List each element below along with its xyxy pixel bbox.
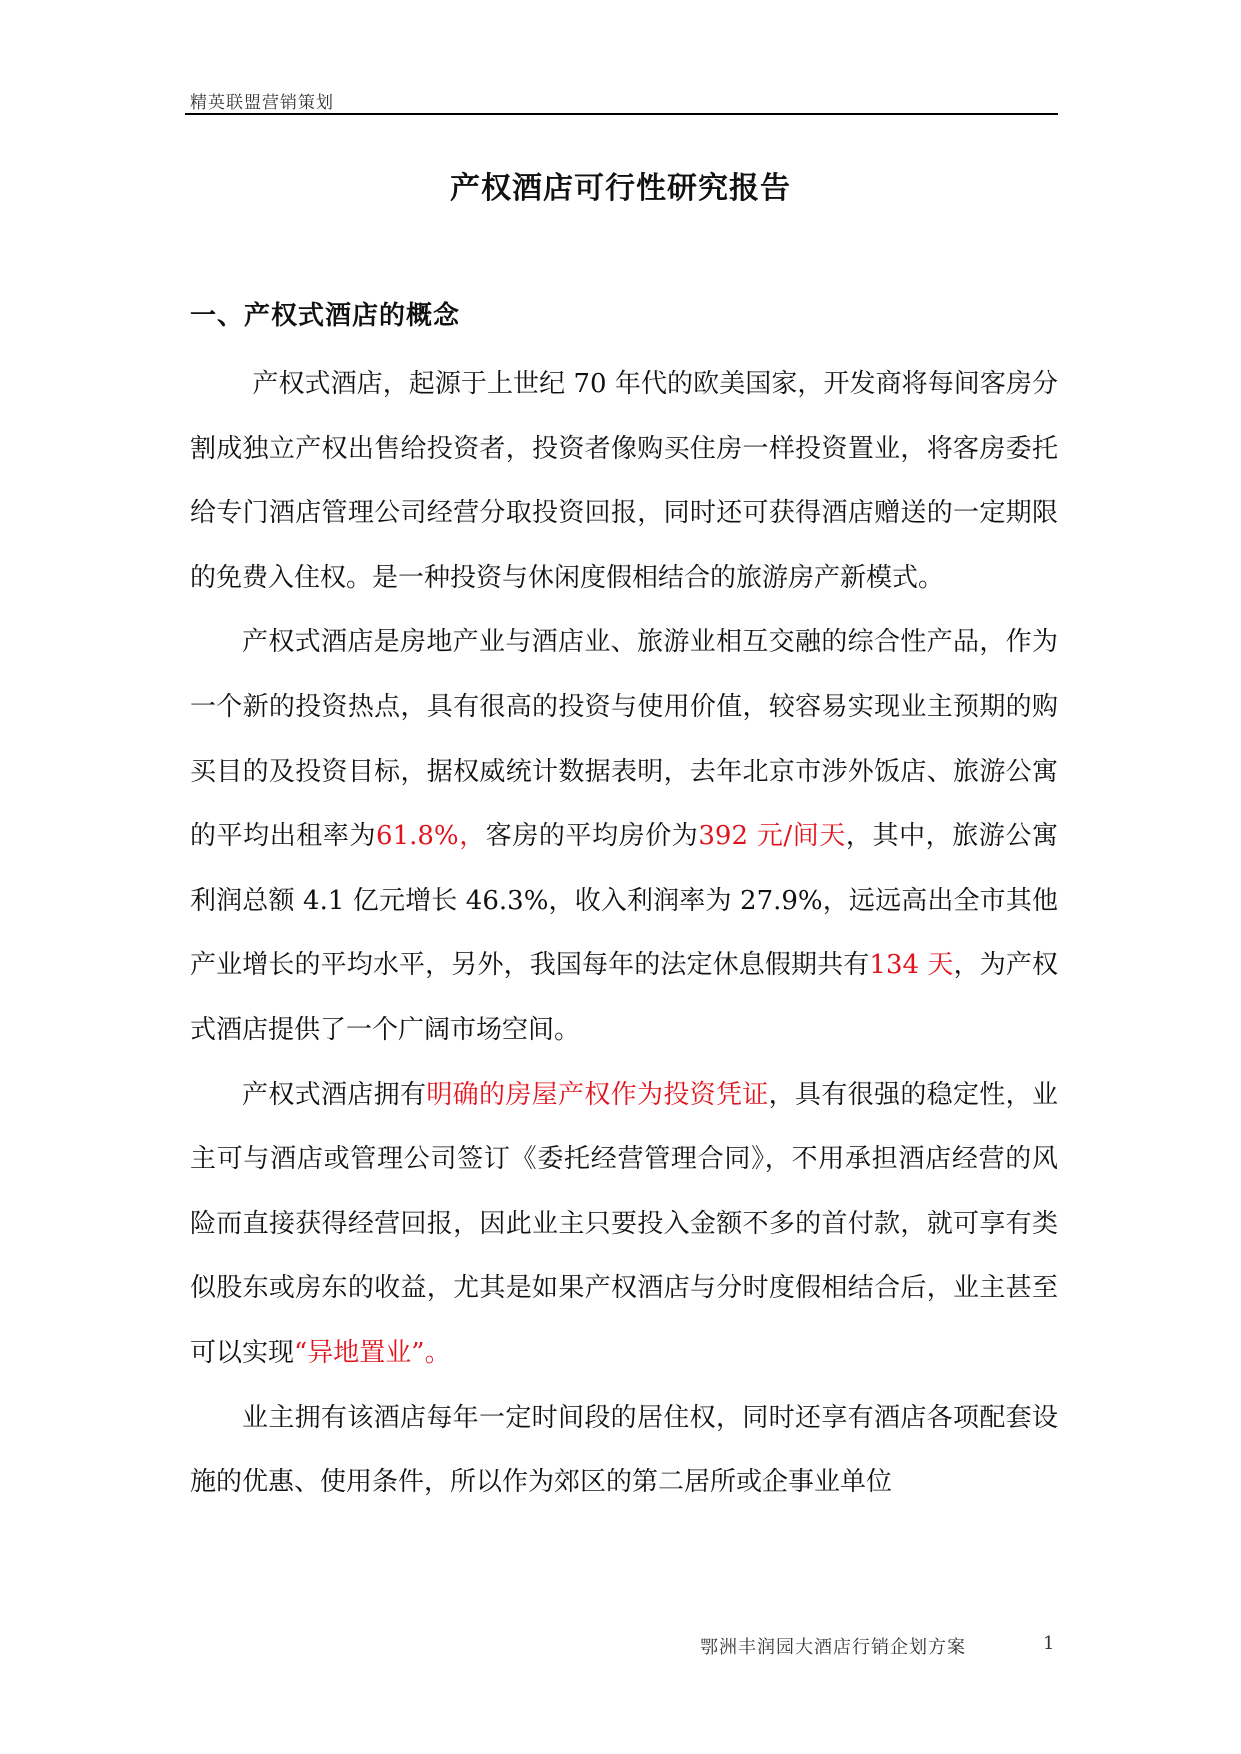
paragraph — [190, 1386, 1058, 1515]
text-run: ，具有很强的稳定性，业主可与酒店或管理公司签订《委托经营管理合同》，不用承担酒店经营的风险而直接获得经营回报，因此业主只要投入金额不多的首付款，就可享有类似股东或房东的收益，尤其是如果产权酒店与分时度假相结合后，业主甚至可以实现 — [190, 1079, 1058, 1368]
page-number: 1 — [1043, 1633, 1055, 1654]
body-text — [190, 352, 1058, 1515]
paragraph — [190, 610, 1058, 1062]
paragraph — [190, 1063, 1058, 1386]
text-run: ，为产权式酒店提供了一个广阔市场空间。 — [190, 950, 1058, 1045]
highlighted-text: 392 元/间天 — [698, 821, 846, 852]
running-footer: 鄂洲丰润园大酒店行销企划方案 — [700, 1637, 966, 1658]
highlighted-text: 61.8%， — [376, 821, 486, 852]
paragraph — [190, 352, 1058, 610]
highlighted-text: “异地置业”。 — [294, 1337, 451, 1368]
highlighted-text: 明确的房屋产权作为投资凭证 — [426, 1079, 769, 1110]
section-heading: 一、产权式酒店的概念 — [190, 301, 461, 331]
running-header: 精英联盟营销策划 — [190, 93, 334, 113]
text-run: 产权式酒店，起源于上世纪 70 年代的欧美国家，开发商将每间客房分割成独立产权出售给投资者，投资者像购买住房一样投资置业，将客房委托给专门酒店管理公司经营分取投资回报，同时还可获得酒店赠送的一定期限的免费入住权。是一种投资与休闲度假相结合的旅游房产新模式。 — [190, 369, 1058, 593]
document-title: 产权酒店可行性研究报告 — [450, 171, 791, 206]
highlighted-text: 134 天 — [869, 950, 954, 981]
text-run: 产权式酒店拥有 — [242, 1079, 427, 1110]
text-run: 客房的平均房价为 — [485, 821, 699, 852]
text-run: 业主拥有该酒店每年一定时间段的居住权，同时还享有酒店各项配套设施的优惠、使用条件，所以作为郊区的第二居所或企事业单位 — [190, 1402, 1058, 1498]
text-run: ，其中，旅游公寓利润总额 4.1 亿元增长 46.3%，收入利润率为 27.9%，远远高出全市其他产业增长的平均水平，另外，我国每年的法定休息假期共有 — [190, 821, 1058, 981]
header-divider — [185, 113, 1058, 115]
text-run: 产权式酒店是房地产业与酒店业、旅游业相互交融的综合性产品，作为一个新的投资热点，具有很高的投资与使用价值，较容易实现业主预期的购买目的及投资目标，据权威统计数据表明，去年北京市涉外饭店、旅游公寓的平均出租率为 — [190, 627, 1058, 852]
